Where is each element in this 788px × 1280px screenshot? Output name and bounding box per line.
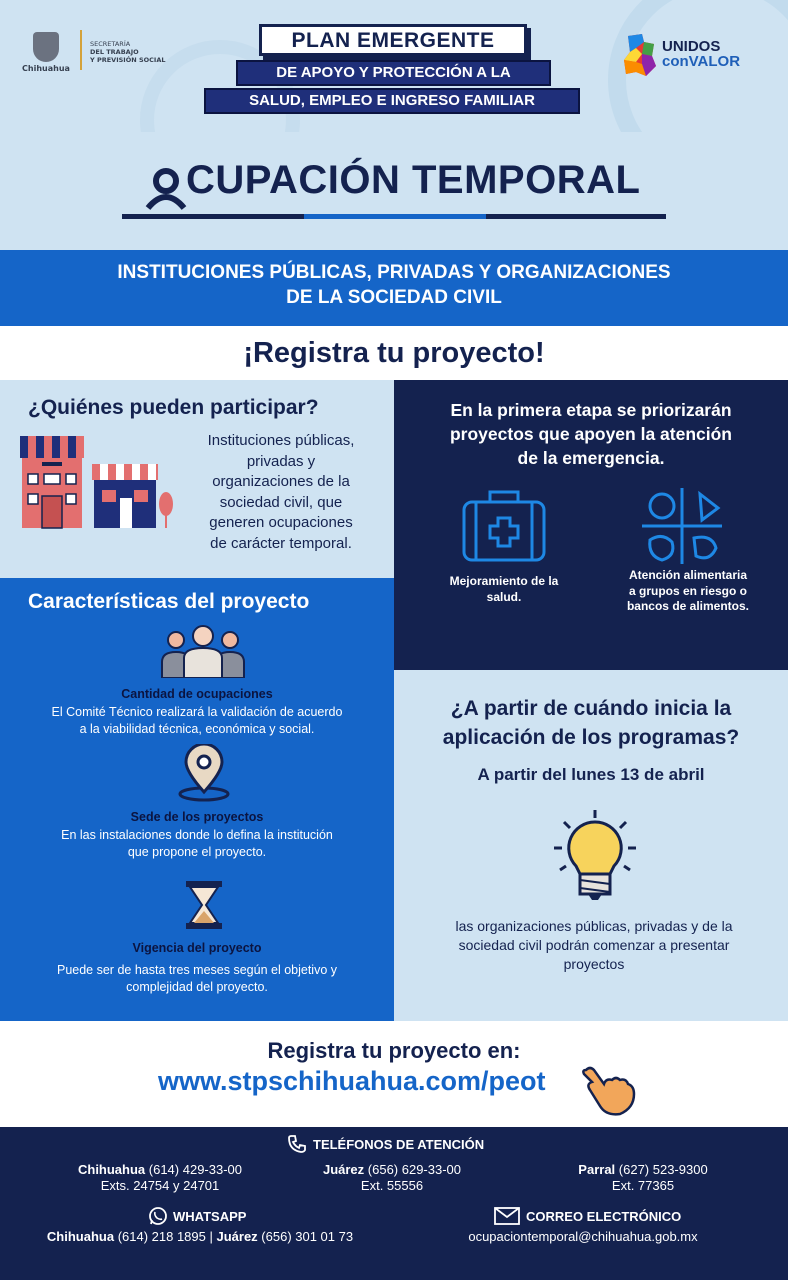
caracteristica-line: El Comité Técnico realizará la validación de acuerdo	[51, 705, 343, 719]
phone-juarez[interactable]	[300, 1162, 484, 1177]
etapa-caption-line: bancos de alimentos.	[626, 599, 750, 613]
etapa-caption-line: Atención alimentaria	[628, 568, 748, 582]
location-pin-icon	[176, 744, 232, 802]
coat-of-arms-icon	[33, 32, 59, 62]
whatsapp-numbers[interactable]	[30, 1229, 370, 1244]
plan-subtitle-band	[204, 88, 580, 114]
etapa-caption-line: salud.	[486, 589, 522, 604]
food-icon	[640, 486, 724, 566]
institutions-line: DE LA SOCIEDAD CIVIL	[286, 287, 502, 308]
caracteristica-line: complejidad del proyecto.	[126, 980, 268, 994]
whatsapp-city: Chihuahua	[46, 1229, 115, 1244]
plan-emergente-title	[259, 24, 527, 56]
caracteristica-title: Vigencia del proyecto	[132, 941, 262, 955]
inicio-title	[404, 694, 778, 752]
plan-subtitle-text: SALUD, EMPLEO E INGRESO FAMILIAR	[249, 92, 535, 109]
etapa-caption-line: a grupos en riesgo o	[628, 583, 748, 598]
whatsapp-city: Juárez	[216, 1229, 258, 1244]
phone-chihuahua[interactable]	[60, 1162, 260, 1177]
secretaria-line: SECRETARÍA	[90, 40, 131, 48]
registra-heading: ¡Registra tu proyecto!	[0, 326, 788, 380]
map-logo-icon	[622, 32, 658, 78]
email-heading: CORREO ELECTRÓNICO	[526, 1209, 682, 1224]
phone-ext: Ext. 77365	[611, 1178, 675, 1193]
etapa-description	[404, 398, 778, 470]
first-aid-kit-icon	[460, 486, 548, 564]
inicio-line: las organizaciones públicas, privadas y de la	[455, 918, 733, 934]
quienes-title: ¿Quiénes pueden participar?	[28, 396, 319, 419]
people-group-icon	[158, 624, 248, 678]
caracteristica-line: a la viabilidad técnica, económica y social.	[79, 722, 315, 736]
quienes-line: privadas y	[246, 452, 316, 470]
register-title: Registra tu proyecto en:	[267, 1038, 521, 1063]
phone-parral[interactable]	[560, 1162, 726, 1177]
pointing-hand-icon	[580, 1064, 636, 1116]
phone-number: (614) 429-33-00	[145, 1162, 242, 1177]
person-icon	[144, 166, 188, 210]
quienes-description	[176, 431, 386, 555]
caracteristica-description	[20, 704, 374, 738]
quienes-line: sociedad civil, que	[219, 493, 343, 511]
phone-city: Chihuahua	[77, 1162, 146, 1177]
inicio-date: A partir del lunes 13 de abril	[477, 765, 705, 784]
phone-number: (627) 523-9300	[615, 1162, 708, 1177]
phone-number: (656) 629-33-00	[364, 1162, 462, 1177]
chihuahua-logo-text: Chihuahua	[22, 64, 70, 73]
quienes-line: generen ocupaciones	[209, 514, 353, 532]
caracteristica-description	[20, 827, 374, 861]
plan-title-text: PLAN EMERGENTE	[291, 29, 495, 52]
etapa-item-caption	[606, 568, 770, 615]
caracteristica-description	[20, 962, 374, 996]
plan-subtitle-text: DE APOYO Y PROTECCIÓN A LA	[276, 64, 511, 81]
hourglass-icon	[184, 879, 224, 931]
title-underline	[486, 214, 666, 219]
phone-city: Juárez	[322, 1162, 365, 1177]
email-icon	[494, 1207, 520, 1225]
caracteristica-title: Cantidad de ocupaciones	[121, 687, 273, 701]
inicio-title-line: aplicación de los programas?	[442, 726, 740, 749]
phone-ext: Exts. 24754 y 24701	[100, 1178, 220, 1193]
phone-city: Parral	[578, 1162, 616, 1177]
quienes-line: de carácter temporal.	[210, 534, 352, 552]
inicio-line: proyectos	[563, 956, 625, 972]
quienes-line: Instituciones públicas,	[207, 432, 355, 449]
etapa-line: de la emergencia.	[517, 448, 665, 468]
caracteristica-line: Puede ser de hasta tres meses según el objetivo y	[56, 963, 338, 977]
unidos-con-valor-logo	[622, 30, 772, 80]
etapa-line: proyectos que apoyen la atención	[449, 424, 733, 444]
caracteristicas-title: Características del proyecto	[28, 590, 310, 613]
chihuahua-logo	[22, 32, 70, 73]
plan-subtitle-band	[236, 60, 551, 86]
logo-divider	[80, 30, 82, 70]
inicio-description	[412, 917, 776, 974]
whatsapp-heading: WHATSAPP	[173, 1209, 247, 1224]
caracteristica-line: En las instalaciones donde lo defina la institución	[61, 828, 333, 842]
etapa-caption-line: Mejoramiento de la	[449, 574, 559, 588]
page-title: CUPACIÓN TEMPORAL	[186, 158, 641, 202]
whatsapp-icon	[148, 1206, 168, 1226]
etapa-line: En la primera etapa se priorizarán	[450, 400, 732, 420]
header-banner	[0, 0, 788, 132]
etapa-item-caption	[422, 574, 586, 605]
secretaria-logo-text	[90, 40, 190, 64]
inicio-title-line: ¿A partir de cuándo inicia la	[450, 697, 732, 720]
phones-heading: TELÉFONOS DE ATENCIÓN	[313, 1137, 485, 1152]
secretaria-line: DEL TRABAJO	[90, 48, 139, 56]
register-url-link[interactable]: www.stpschihuahua.com/peot	[158, 1066, 546, 1096]
quienes-line: organizaciones de la	[212, 473, 350, 491]
lightbulb-icon	[552, 808, 638, 902]
caracteristica-title: Sede de los proyectos	[130, 810, 264, 824]
caracteristica-line: que propone el proyecto.	[127, 845, 267, 859]
unidos-text: UNIDOS	[662, 38, 721, 55]
secretaria-line: Y PREVISIÓN SOCIAL	[90, 56, 166, 64]
buildings-icon	[18, 434, 178, 534]
whatsapp-number: (614) 218 1895 |	[114, 1229, 217, 1244]
convalor-text: conVALOR	[662, 53, 741, 70]
phone-ext: Ext. 55556	[360, 1178, 424, 1193]
institutions-band	[0, 250, 788, 326]
email-address-link[interactable]: ocupaciontemporal@chihuahua.gob.mx	[468, 1229, 698, 1244]
whatsapp-number: (656) 301 01 73	[257, 1229, 354, 1244]
institutions-line: INSTITUCIONES PÚBLICAS, PRIVADAS Y ORGANIZACIONES	[117, 262, 671, 283]
title-underline	[304, 214, 486, 219]
phone-icon	[288, 1135, 306, 1153]
inicio-line: sociedad civil podrán comenzar a presentar	[458, 937, 730, 953]
title-underline	[122, 214, 304, 219]
